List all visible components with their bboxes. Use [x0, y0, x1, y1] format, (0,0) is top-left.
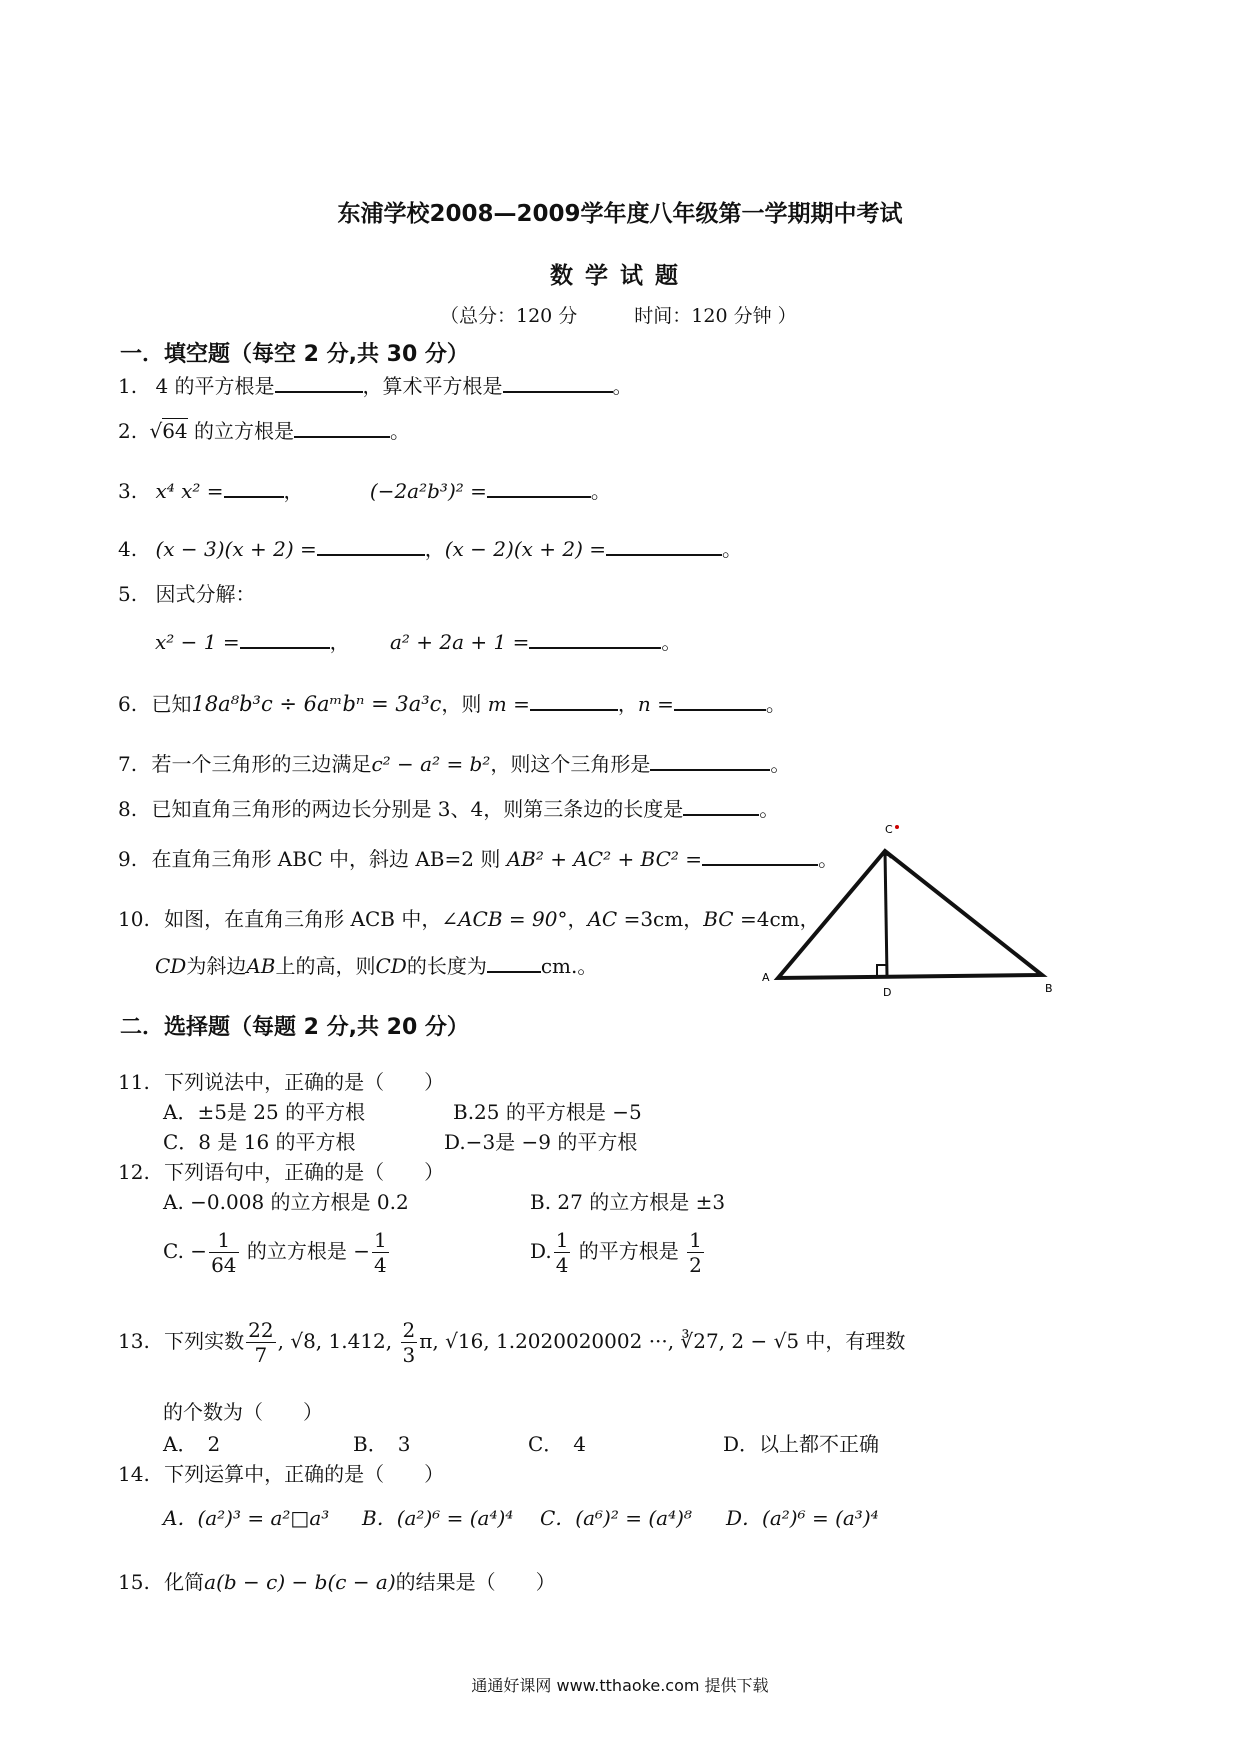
label-c: C [885, 823, 893, 836]
question-1 [118, 370, 633, 399]
fraction [372, 1228, 389, 1277]
label-b: B [1045, 982, 1053, 995]
q-text: 上的高，则 [275, 954, 376, 978]
right-triangle-figure [740, 815, 1070, 1005]
q-end: 。 [759, 797, 780, 821]
q-end: 。 [765, 692, 786, 716]
question-3 [118, 475, 611, 504]
radicand: 64 [162, 419, 188, 443]
q-text: =4cm， [733, 907, 820, 931]
altitude-cd [885, 851, 887, 976]
q-text: 的长度为 [406, 954, 487, 978]
exam-meta: （总分：120 分 时间：120 分钟 ） [440, 305, 797, 327]
q-number: 13. [118, 1329, 150, 1353]
denominator: 2 [689, 1253, 702, 1277]
q-expr: AB [246, 954, 276, 978]
answer-blank[interactable] [294, 418, 390, 438]
q-expr: AB² + AC² + BC² = [506, 847, 703, 871]
question-11 [118, 1066, 444, 1095]
q-text: ，则 [441, 692, 482, 716]
q-number: 2. [118, 419, 138, 443]
q-number: 6. [118, 692, 138, 716]
label-d: D [883, 986, 892, 999]
q-number: 10. [118, 907, 150, 931]
answer-blank[interactable] [487, 953, 541, 973]
denominator: 3 [402, 1343, 416, 1367]
answer-blank[interactable] [487, 478, 591, 498]
q-number: 3. [118, 479, 138, 503]
q-number: 8. [118, 797, 138, 821]
option-text: 的立方根是 − [240, 1239, 370, 1263]
q-text: ，算术平方根是 [362, 374, 503, 398]
triangle-acb [778, 851, 1042, 978]
q-expr: ∠ACB = 90° [441, 907, 568, 931]
fraction [209, 1228, 238, 1277]
q-end: 。 [612, 374, 633, 398]
question-15 [118, 1566, 556, 1595]
fraction [687, 1228, 704, 1277]
numerator: 1 [374, 1228, 387, 1252]
option-d[interactable]: D．(a²)⁶ = (a³)⁴ [726, 1506, 879, 1530]
q-end: 。 [590, 479, 611, 503]
q-number: 1. [118, 374, 138, 398]
q-text: 在直角三角形 ABC 中，斜边 AB=2 则 [151, 847, 501, 871]
question-5 [118, 578, 255, 607]
q-number: 5. [118, 582, 138, 606]
q-end: 。 [390, 419, 411, 443]
option-d[interactable] [530, 1228, 706, 1277]
answer-blank[interactable] [674, 691, 766, 711]
option-b[interactable]: B． 3 [353, 1432, 411, 1456]
answer-blank[interactable] [240, 629, 330, 649]
fraction [554, 1228, 571, 1277]
fraction [401, 1318, 418, 1367]
denominator: 4 [374, 1253, 387, 1277]
option-label: C. − [163, 1239, 208, 1263]
q-text: 因式分解： [155, 582, 256, 606]
q-text: 若一个三角形的三边满足 [151, 752, 372, 776]
q-expr: x⁴ x² = [155, 479, 224, 503]
option-c[interactable]: C．(a⁶)² = (a⁴)⁸ [540, 1506, 692, 1530]
label-a: A [762, 971, 770, 984]
q-expr: (x − 3)(x + 2) = [155, 537, 317, 561]
q-text: 的结果是（ ） [395, 1570, 556, 1594]
q-end: 。 [722, 537, 743, 561]
q-sep: ， [617, 692, 638, 716]
question-10-line2 [155, 950, 597, 979]
question-9 [118, 843, 838, 872]
fraction [246, 1318, 275, 1367]
option-b[interactable]: B. 27 的立方根是 ±3 [530, 1190, 726, 1214]
q-expr: CD [375, 954, 407, 978]
point-marker [895, 825, 899, 829]
section-heading-multiple-choice: 二．选择题（每题 2 分,共 20 分） [120, 1015, 469, 1040]
q-number: 14. [118, 1462, 150, 1486]
sqrt-symbol: √64 [149, 419, 188, 443]
q-sep: ， [283, 479, 304, 503]
q-number: 11. [118, 1070, 150, 1094]
option-c[interactable] [163, 1228, 391, 1277]
q-text: 中，有理数 [799, 1329, 906, 1353]
q-number: 4. [118, 537, 138, 561]
q-text: 为斜边 [186, 954, 247, 978]
q-expr: 18a⁸b³c ÷ 6aᵐbⁿ = 3a³c [191, 692, 442, 716]
option-a[interactable]: A. −0.008 的立方根是 0.2 [163, 1190, 409, 1214]
question-8 [118, 793, 779, 822]
exam-title: 东浦学校2008—2009学年度八年级第一学期期中考试 [337, 201, 903, 227]
q-expr: c² − a² = b² [371, 752, 491, 776]
answer-blank[interactable] [275, 373, 363, 393]
q-sep: ， [424, 537, 445, 561]
question-14 [118, 1458, 444, 1487]
q-expr: , √8, 1.412, [277, 1329, 399, 1353]
q-expr: n = [637, 692, 674, 716]
q-end: cm.。 [540, 954, 598, 978]
exam-subtitle: 数学试题 [550, 263, 690, 289]
question-13 [118, 1318, 905, 1367]
q-expr: a(b − c) − b(c − a) [204, 1570, 396, 1594]
q-text: 下列实数 [164, 1329, 245, 1353]
question-4 [118, 533, 742, 562]
q-stem: 下列语句中，正确的是（ ） [164, 1160, 445, 1184]
question-13-line2: 的个数为（ ） [163, 1400, 323, 1424]
answer-blank[interactable] [606, 536, 722, 556]
q-text: ， [567, 907, 588, 931]
q-expr: a² + 2a + 1 = [389, 630, 530, 654]
answer-blank[interactable] [224, 478, 284, 498]
option-text: 的平方根是 [572, 1239, 686, 1263]
option-d[interactable]: D.−3是 −9 的平方根 [444, 1130, 638, 1154]
denominator: 64 [211, 1253, 237, 1277]
q-expr: CD [155, 954, 187, 978]
question-12 [118, 1156, 444, 1185]
section-heading-fill-in: 一．填空题（每空 2 分,共 30 分） [120, 342, 469, 367]
denominator: 4 [555, 1253, 569, 1277]
option-a[interactable]: A． 2 [163, 1432, 221, 1456]
option-c[interactable]: C． 4 [528, 1432, 587, 1456]
option-b[interactable]: B．(a²)⁶ = (a⁴)⁴ [362, 1506, 514, 1530]
denominator: 7 [254, 1343, 268, 1367]
option-c[interactable]: C．8 是 16 的平方根 [163, 1130, 356, 1154]
q-text: 化简 [164, 1570, 205, 1594]
q-number: 7. [118, 752, 138, 776]
q-number: 15. [118, 1570, 150, 1594]
q-expr: (−2a²b³)² = [369, 479, 487, 503]
numerator: 22 [248, 1318, 274, 1342]
q-end: 。 [661, 630, 682, 654]
q-stem: 下列说法中，正确的是（ ） [164, 1070, 445, 1094]
q-text: 的立方根是 [187, 419, 295, 443]
answer-blank[interactable] [683, 796, 759, 816]
q-text: 已知 [151, 692, 192, 716]
question-10 [118, 903, 820, 932]
q-end: 。 [818, 847, 839, 871]
numerator: 1 [209, 1228, 238, 1253]
answer-blank[interactable] [650, 751, 770, 771]
answer-blank[interactable] [503, 373, 613, 393]
q-number: 12. [118, 1160, 150, 1184]
q-text: 4 的平方根是 [155, 374, 275, 398]
q-text: =3cm， [617, 907, 704, 931]
q-stem: 下列运算中，正确的是（ ） [164, 1462, 445, 1486]
numerator: 1 [689, 1228, 702, 1252]
q-text: 如图，在直角三角形 ACB 中， [164, 907, 442, 931]
option-a[interactable]: A．±5是 25 的平方根 [163, 1100, 366, 1124]
q-end: 。 [770, 752, 791, 776]
q-expr: AC [587, 907, 618, 931]
question-7 [118, 748, 790, 777]
question-2 [118, 415, 410, 444]
numerator: 1 [555, 1228, 569, 1252]
q-expr: m = [487, 692, 530, 716]
q-text: 已知直角三角形的两边长分别是 3、4，则第三条边的长度是 [151, 797, 684, 821]
footer-credit: 通通好课网 www.tthaoke.com 提供下载 [471, 1676, 769, 1695]
answer-blank[interactable] [317, 536, 425, 556]
q-expr: π, √16, 1.2020020002 ···, ∛27, 2 − √5 [419, 1329, 800, 1353]
answer-blank[interactable] [530, 691, 618, 711]
numerator: 2 [402, 1318, 416, 1342]
option-b[interactable]: B.25 的平方根是 −5 [453, 1100, 642, 1124]
q-expr: x² − 1 = [155, 630, 240, 654]
q-expr: BC [703, 907, 734, 931]
question-6 [118, 688, 786, 717]
q-expr: (x − 2)(x + 2) = [444, 537, 607, 561]
option-label: D. [530, 1239, 552, 1263]
question-5-parts [155, 626, 681, 655]
q-number: 9. [118, 847, 138, 871]
q-sep: ， [329, 630, 350, 654]
answer-blank[interactable] [529, 629, 661, 649]
option-a[interactable]: A．(a²)³ = a²□a³ [163, 1506, 330, 1530]
option-d[interactable]: D．以上都不正确 [723, 1432, 880, 1456]
q-text: ，则这个三角形是 [490, 752, 651, 776]
